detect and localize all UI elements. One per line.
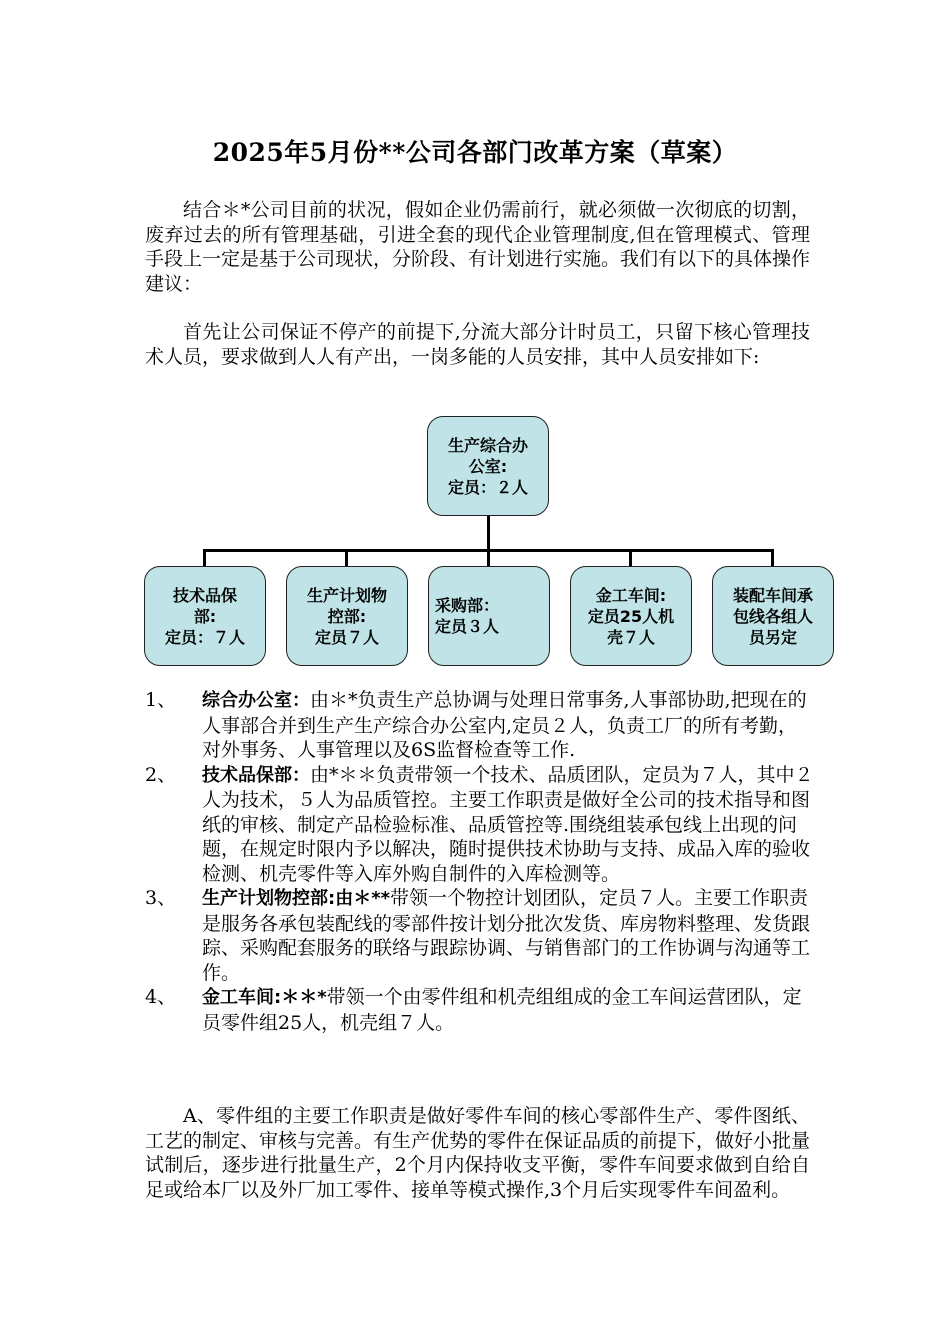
list-text: 由＊*负责生产总协调与处理日常事务,人事部协助,把现在的人事部合并到生产生产综合办公室内,定员２人，负责工厂的所有考勤，对外事务、人事管理以及6S监督检查等工作.: [202, 689, 807, 761]
list-item: [145, 886, 815, 985]
org-box-metalwork-workshop: 金工车间: 定员25人机 壳７人: [570, 566, 692, 666]
list-text: 带领一个由零件组和机壳组组成的金工车间运营团队，定员零件组25人，机壳组７人。: [202, 986, 802, 1034]
list-text: 由*＊＊负责带领一个技术、品质团队，定员为７人，其中２人为技术，５人为品质管控。主要工作职责是做好全公司的技术指导和图纸的审核、制定产品检验标准、品质管控等.围绕组装承包线上出现的问题，在规定时限内予以解决，随时提供技术协助与支持、成品入库的验收检测、机壳零件等入库外购自制件的入库检测等。: [202, 763, 814, 885]
connector-child-1: [203, 549, 206, 567]
list-number: 4、: [145, 986, 177, 1008]
list-number: 2、: [145, 763, 177, 786]
document-title: 2025年5月份**公司各部门改革方案（草案）: [212, 138, 738, 167]
department-list: [145, 688, 815, 1035]
connector-horizontal: [203, 549, 773, 552]
connector-root-down: [487, 516, 490, 550]
list-label: 技术品保部：: [202, 764, 310, 786]
connector-child-4: [629, 549, 632, 567]
org-box-general-office: 生产综合办 公室: 定员：２人: [427, 416, 549, 516]
list-item: [145, 763, 815, 887]
org-box-purchasing: 采购部： 定员３人: [428, 566, 550, 666]
list-label: 金工车间:＊＊*: [202, 987, 327, 1008]
list-number: 3、: [145, 887, 177, 909]
list-number: 1、: [145, 689, 177, 711]
connector-child-3: [487, 549, 490, 567]
list-item: [145, 985, 815, 1035]
staffing-paragraph: 首先让公司保证不停产的前提下,分流大部分计时员工，只留下核心管理技术人员，要求做到人人有产出，一岗多能的人员安排，其中人员安排如下:: [145, 321, 810, 368]
org-box-tech-quality: 技术品保 部: 定员：７人: [144, 566, 266, 666]
list-label: 综合办公室：: [202, 690, 310, 711]
org-box-assembly-workshop: 装配车间承 包线各组人 员另定: [712, 566, 834, 666]
list-text: 带领一个物控计划团队，定员７人。主要工作职责是服务各承包装配线的零部件按计划分批次发货、库房物料整理、发货跟踪、采购配套服务的联络与跟踪协调、与销售部门的工作协调与沟通等工作。: [202, 887, 811, 984]
connector-child-5: [771, 549, 774, 567]
org-box-planning-control: 生产计划物 控部: 定员７人: [286, 566, 408, 666]
list-label: 生产计划物控部:由＊**: [202, 888, 391, 909]
intro-paragraph: 结合＊*公司目前的状况，假如企业仍需前行，就必须做一次彻底的切割，废弃过去的所有管理基础，引进全套的现代企业管理制度,但在管理模式、管理手段上一定是基于公司现状，分阶段、有计划进行实施。我们有以下的具体操作建议：: [145, 199, 811, 295]
list-item: [145, 688, 815, 763]
connector-child-2: [345, 549, 348, 567]
part-a-paragraph: A、零件组的主要工作职责是做好零件车间的核心零部件生产、零件图纸、工艺的制定、审核与完善。有生产优势的零件在保证品质的前提下，做好小批量试制后，逐步进行批量生产，2个月内保持收支平衡，零件车间要求做到自给自足或给本厂以及外厂加工零件、接单等模式操作,3个月后实现零件车间盈利。: [145, 1105, 811, 1201]
